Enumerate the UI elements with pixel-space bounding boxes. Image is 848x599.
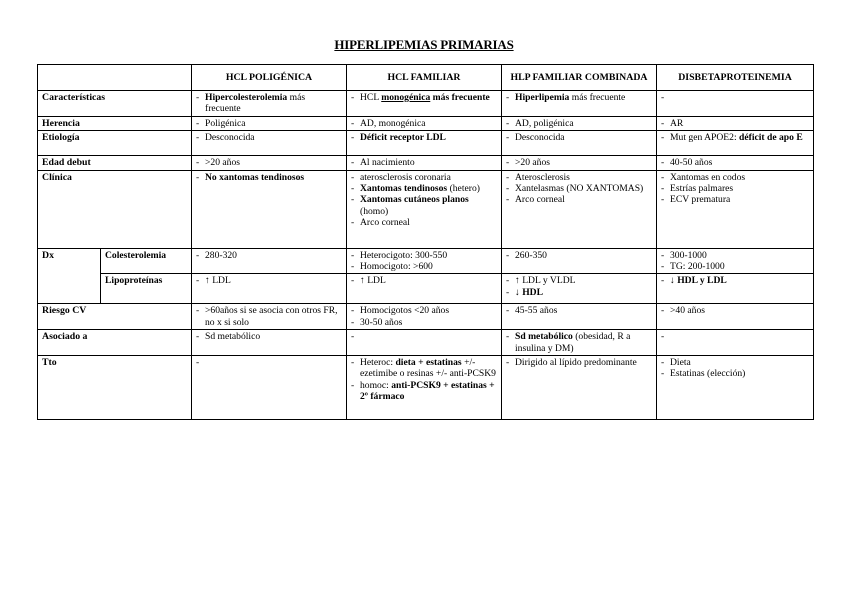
- bullet-list: [351, 157, 497, 168]
- bullet-list: [661, 157, 809, 168]
- cell: [347, 248, 502, 274]
- list-item: - ↑ LDL: [351, 275, 497, 286]
- cell: [657, 156, 814, 171]
- row-label-herencia: Herencia: [38, 116, 192, 131]
- cell: [502, 304, 657, 330]
- list-item: - Xantomas tendinosos (hetero): [351, 183, 497, 194]
- cell: [502, 170, 657, 248]
- row-label-edad-debut: Edad debut: [38, 156, 192, 171]
- row-label-dx: Dx: [38, 248, 101, 304]
- list-item: - Al nacimiento: [351, 157, 497, 168]
- bullet-list: [506, 172, 652, 206]
- row-label-asociado-a: Asociado a: [38, 330, 192, 356]
- bullet-list: [351, 92, 497, 103]
- list-item: - Xantelasmas (NO XANTOMAS): [506, 183, 652, 194]
- cell: [347, 131, 502, 156]
- bullet-list: [196, 331, 342, 342]
- bullet-list: [196, 132, 342, 143]
- table-row: [38, 131, 814, 156]
- cell: [657, 330, 814, 356]
- list-item: - Arco corneal: [351, 217, 497, 228]
- row-label-riesgo-cv: Riesgo CV: [38, 304, 192, 330]
- cell: [192, 91, 347, 117]
- table-row: [38, 91, 814, 117]
- list-item: - Dieta: [661, 357, 809, 368]
- row-label-etiologia: Etiología: [38, 131, 192, 156]
- list-item: - >40 años: [661, 305, 809, 316]
- cell: [657, 248, 814, 274]
- bullet-list: [196, 157, 342, 168]
- column-header-disbetaproteinemia: DISBETAPROTEINEMIA: [657, 65, 814, 91]
- cell: [502, 355, 657, 419]
- list-item: - Xantomas en codos: [661, 172, 809, 183]
- list-item: - Sd metabólico (obesidad, R a insulina y DM): [506, 331, 652, 354]
- bullet-list: [196, 172, 342, 183]
- cell: [502, 156, 657, 171]
- bullet-list: [661, 132, 809, 143]
- sub-row-label-colesterolemia: Colesterolemia: [101, 248, 192, 274]
- table-header-row: [38, 65, 814, 91]
- list-item: - Estatinas (elección): [661, 368, 809, 379]
- list-item: - Aterosclerosis: [506, 172, 652, 183]
- cell: [347, 355, 502, 419]
- bullet-list: [351, 357, 497, 402]
- cell: [347, 91, 502, 117]
- row-label-caracteristicas: Características: [38, 91, 192, 117]
- list-item: - >20 años: [506, 157, 652, 168]
- cell: [192, 330, 347, 356]
- cell: [657, 131, 814, 156]
- table-row: [38, 330, 814, 356]
- cell: [502, 274, 657, 304]
- cell: [192, 170, 347, 248]
- list-item: - Déficit receptor LDL: [351, 132, 497, 143]
- hyperlipidemia-table: [37, 64, 814, 420]
- bullet-list: [661, 357, 809, 380]
- table-row: [38, 274, 814, 304]
- list-item: - Sd metabólico: [196, 331, 342, 342]
- bullet-list: [661, 275, 809, 286]
- list-item: - Heteroc: dieta + estatinas +/- ezetimibe o resinas +/- anti-PCSK9: [351, 357, 497, 380]
- bullet-list: [506, 275, 652, 298]
- page-title: HIPERLIPEMIAS PRIMARIAS: [334, 37, 514, 52]
- table-row: [38, 304, 814, 330]
- list-item: - 45-55 años: [506, 305, 652, 316]
- list-item: - 30-50 años: [351, 317, 497, 328]
- list-item: - 280-320: [196, 250, 342, 261]
- list-item: - Arco corneal: [506, 194, 652, 205]
- list-item: - AR: [661, 118, 809, 129]
- list-item: - Hiperlipemia más frecuente: [506, 92, 652, 103]
- cell: [657, 355, 814, 419]
- sub-row-label-lipoproteinas: Lipoproteínas: [101, 274, 192, 304]
- list-item: - aterosclerosis coronaria: [351, 172, 497, 183]
- bullet-list: [506, 250, 652, 261]
- cell: [657, 91, 814, 117]
- list-item: - Homocigoto: >600: [351, 261, 497, 272]
- cell: [502, 248, 657, 274]
- bullet-list: [351, 305, 497, 328]
- list-item: - ↓ HDL: [506, 287, 652, 298]
- list-item: - >20 años: [196, 157, 342, 168]
- cell: [347, 304, 502, 330]
- bullet-list: [196, 250, 342, 261]
- bullet-list: [661, 250, 809, 273]
- bullet-list: [506, 357, 652, 368]
- list-item: - Heterocigoto: 300-550: [351, 250, 497, 261]
- cell: [192, 248, 347, 274]
- bullet-list: [351, 172, 497, 229]
- cell: [192, 116, 347, 131]
- list-item: - AD, monogénica: [351, 118, 497, 129]
- bullet-list: [351, 275, 497, 286]
- bullet-list: [506, 92, 652, 103]
- column-header-hcl-poligenica: HCL POLIGÉNICA: [192, 65, 347, 91]
- cell: [657, 116, 814, 131]
- row-label-clinica: Clínica: [38, 170, 192, 248]
- bullet-list: [661, 118, 809, 129]
- cell: [502, 116, 657, 131]
- list-item: - 40-50 años: [661, 157, 809, 168]
- cell: [502, 91, 657, 117]
- list-item: - >60años si se asocia con otros FR, no x si solo: [196, 305, 342, 328]
- cell: [192, 274, 347, 304]
- header-corner-cell: [38, 65, 192, 91]
- bullet-list: [506, 305, 652, 316]
- table-row: [38, 248, 814, 274]
- list-item: - ↑ LDL: [196, 275, 342, 286]
- cell: [657, 274, 814, 304]
- list-item: - ↓ HDL y LDL: [661, 275, 809, 286]
- row-label-tto: Tto: [38, 355, 192, 419]
- bullet-list: [506, 331, 652, 354]
- cell: [347, 170, 502, 248]
- bullet-list: [661, 305, 809, 316]
- cell: [192, 156, 347, 171]
- bullet-list: [506, 157, 652, 168]
- cell: -: [347, 330, 502, 356]
- bullet-list: [196, 305, 342, 328]
- bullet-list: [196, 92, 342, 115]
- bullet-list: [196, 118, 342, 129]
- column-header-hlp-familiar-combinada: HLP FAMILIAR COMBINADA: [502, 65, 657, 91]
- bullet-list: [506, 118, 652, 129]
- list-item: - Desconocida: [196, 132, 342, 143]
- table-row: [38, 170, 814, 248]
- bullet-list: [351, 118, 497, 129]
- cell: [192, 304, 347, 330]
- list-item: - HCL monogénica más frecuente: [351, 92, 497, 103]
- cell: [657, 170, 814, 248]
- cell: [657, 304, 814, 330]
- list-item: - TG: 200-1000: [661, 261, 809, 272]
- list-item: - ↑ LDL y VLDL: [506, 275, 652, 286]
- bullet-list: [506, 132, 652, 143]
- list-item: - homoc: anti-PCSK9 + estatinas + 2º fármaco: [351, 380, 497, 403]
- bullet-list: [351, 250, 497, 273]
- table-row: [38, 355, 814, 419]
- cell: [192, 355, 347, 419]
- column-header-hcl-familiar: HCL FAMILIAR: [347, 65, 502, 91]
- table-row: [38, 116, 814, 131]
- table-row: [38, 156, 814, 171]
- list-item: - Desconocida: [506, 132, 652, 143]
- cell: [192, 131, 347, 156]
- bullet-list: [661, 172, 809, 206]
- list-item: - Xantomas cutáneos planos (homo): [351, 194, 497, 217]
- cell: [502, 131, 657, 156]
- cell: [347, 274, 502, 304]
- list-item: - 300-1000: [661, 250, 809, 261]
- bullet-list: [351, 132, 497, 143]
- list-item: - Dirigido al lípido predominante: [506, 357, 652, 368]
- list-item: - Poligénica: [196, 118, 342, 129]
- bullet-list: [196, 275, 342, 286]
- list-item: - Homocigotos <20 años: [351, 305, 497, 316]
- list-item: - ECV prematura: [661, 194, 809, 205]
- cell: [502, 330, 657, 356]
- list-item: - Estrías palmares: [661, 183, 809, 194]
- cell: [347, 156, 502, 171]
- list-item: - Mut gen APOE2: déficit de apo E: [661, 132, 809, 143]
- list-item: - Hipercolesterolemia más frecuente: [196, 92, 342, 115]
- list-item: - No xantomas tendinosos: [196, 172, 342, 183]
- list-item: - AD, poligénica: [506, 118, 652, 129]
- cell: [347, 116, 502, 131]
- list-item: - 260-350: [506, 250, 652, 261]
